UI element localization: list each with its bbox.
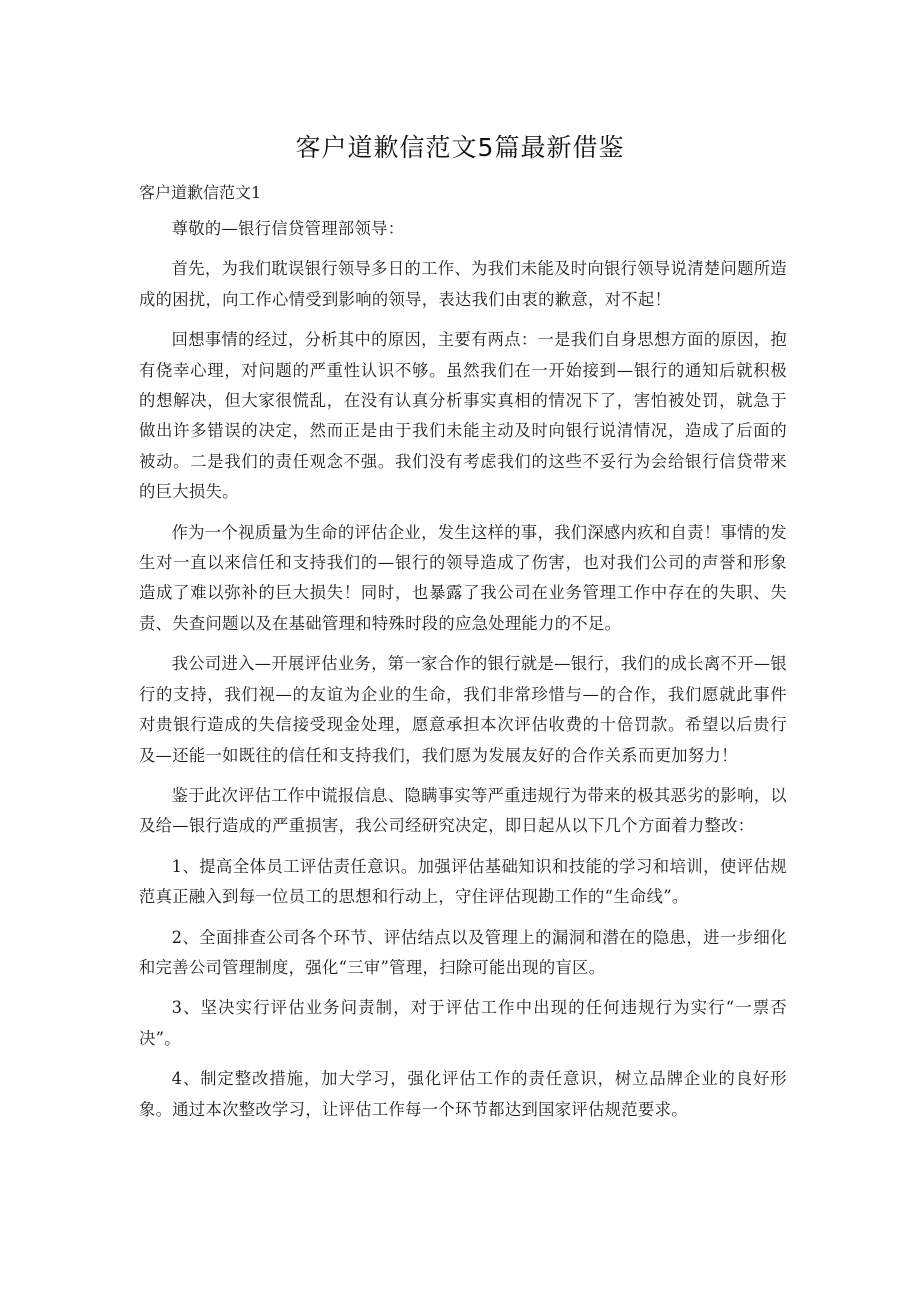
letter-body [139, 214, 787, 1135]
list-item-2: 2、全面排查公司各个环节、评估结点以及管理上的漏洞和潜在的隐患，进一步细化和完善公司管理制度，强化“三审”管理，扫除可能出现的盲区。 [139, 927, 787, 977]
list-item-1: 1、提高全体员工评估责任意识。加强评估基础知识和技能的学习和培训，使评估规范真正融入到每一位员工的思想和行动上，守住评估现勘工作的“生命线”。 [139, 856, 787, 907]
list-item-3: 3、坚决实行评估业务问责制，对于评估工作中出现的任何违规行为实行“一票否决”。 [139, 998, 787, 1048]
paragraph-apology: 首先，为我们耽误银行领导多日的工作、为我们未能及时向银行领导说清楚问题所造成的困扰，向工作心情受到影响的领导，表达我们由衷的歉意，对不起！ [139, 259, 787, 309]
list-item-4: 4、制定整改措施，加大学习，强化评估工作的责任意识，树立品牌企业的良好形象。通过本次整改学习，让评估工作每一个环节都达到国家评估规范要求。 [139, 1069, 787, 1119]
paragraph-responsibility: 作为一个视质量为生命的评估企业，发生这样的事，我们深感内疚和自责！事情的发生对一直以来信任和支持我们的—银行的领导造成了伤害，也对我们公司的声誉和形象造成了难以弥补的巨大损失！同时，也暴露了我公司在业务管理工作中存在的失职、失责、失查问题以及在基础管理和特殊时段的应急处理能力的不足。 [139, 522, 787, 633]
paragraph-rectification-intro: 鉴于此次评估工作中谎报信息、隐瞒事实等严重违规行为带来的极其恶劣的影响，以及给—银行造成的严重损害，我公司经研究决定，即日起从以下几个方面着力整改： [139, 785, 787, 836]
document-title: 客户道歉信范文5篇最新借鉴 [295, 133, 625, 162]
section-heading: 客户道歉信范文1 [139, 183, 262, 202]
salutation: 尊敬的—银行信贷管理部领导： [171, 219, 405, 238]
paragraph-cooperation: 我公司进入—开展评估业务，第一家合作的银行就是—银行，我们的成长离不开—银行的支持，我们视—的友谊为企业的生命，我们非常珍惜与—的合作，我们愿就此事件对贵银行造成的失信接受现金处理，愿意承担本次评估收费的十倍罚款。希望以后贵行及—还能一如既往的信任和支持我们，我们愿为发展友好的合作关系而更加努力！ [139, 654, 787, 765]
paragraph-reasons: 回想事情的经过，分析其中的原因，主要有两点：一是我们自身思想方面的原因，抱有侥幸心理，对问题的严重性认识不够。虽然我们在一开始接到—银行的通知后就积极的想解决，但大家很慌乱，在没有认真分析事实真相的情况下了，害怕被处罚，就急于做出许多错误的决定，然而正是由于我们未能主动及时向银行说清情况，造成了后面的被动。二是我们的责任观念不强。我们没有考虑我们的这些不妥行为会给银行信贷带来的巨大损失。 [139, 330, 787, 502]
